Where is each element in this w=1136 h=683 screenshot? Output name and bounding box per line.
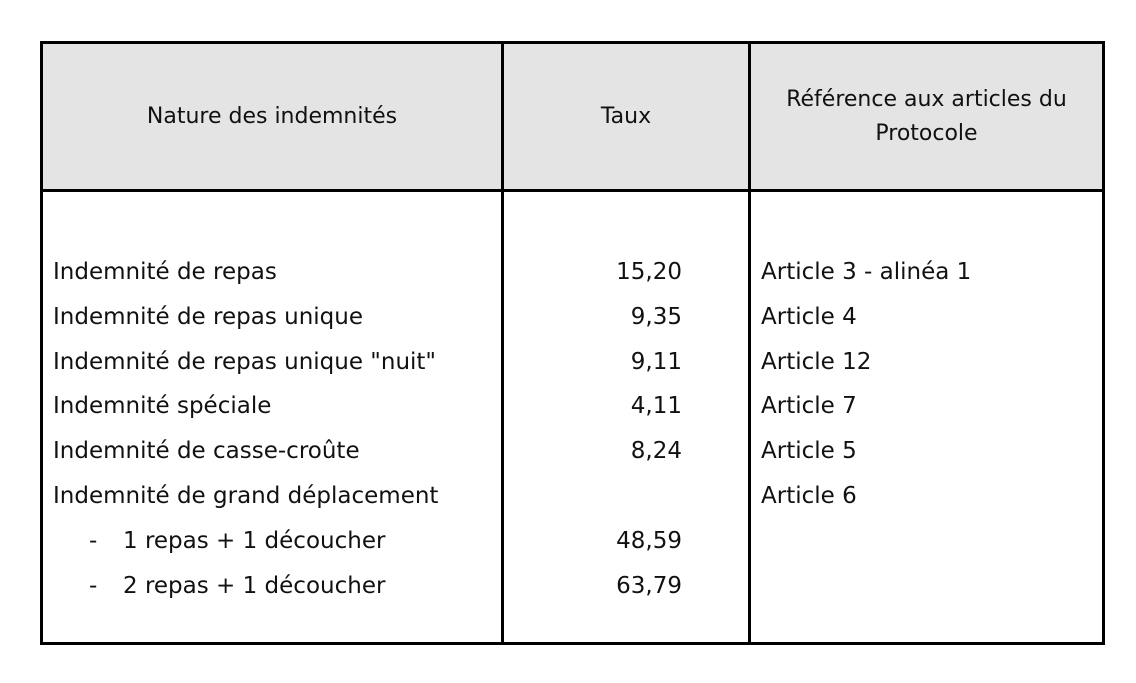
indemnities-table [40, 41, 1105, 645]
header-row [42, 43, 1104, 191]
taux-cell: 48,59 [616, 527, 682, 554]
nature-cell: Indemnité de grand déplacement [53, 482, 439, 509]
taux-column [503, 191, 750, 644]
nature-subitem [43, 519, 501, 564]
reference-cell: Article 7 [761, 393, 857, 420]
header-reference-label: Référence aux articles du Protocole [786, 86, 1067, 146]
nature-cell: Indemnité de repas unique [53, 303, 363, 330]
nature-cell: Indemnité de repas unique "nuit" [53, 348, 437, 375]
subitem-dash: - [89, 572, 98, 599]
nature-subitem-label: 1 repas + 1 découcher [123, 527, 386, 554]
nature-cell: Indemnité de repas [53, 259, 277, 285]
reference-cell: Article 4 [761, 303, 857, 330]
reference-cell: Article 3 - alinéa 1 [761, 259, 972, 285]
nature-cell: Indemnité spéciale [53, 393, 272, 420]
taux-cell: 63,79 [616, 572, 682, 599]
nature-cell: Indemnité de casse-croûte [53, 438, 360, 465]
header-nature [42, 43, 503, 191]
reference-cell: Article 5 [761, 438, 857, 465]
taux-cell [504, 474, 748, 519]
taux-cell: 9,11 [630, 348, 682, 375]
taux-cell: 9,35 [630, 303, 682, 330]
reference-cell: Article 12 [761, 348, 872, 375]
taux-cell: 8,24 [630, 438, 682, 465]
header-reference [750, 43, 1104, 191]
reference-cell: Article 6 [761, 482, 857, 509]
header-taux [503, 43, 750, 191]
taux-cell: 15,20 [616, 259, 682, 285]
body-row [42, 191, 1104, 644]
header-taux-label: Taux [600, 103, 652, 129]
header-nature-label: Nature des indemnités [146, 103, 398, 129]
taux-cell: 4,11 [630, 393, 682, 420]
nature-column [42, 191, 503, 644]
nature-subitem-label: 2 repas + 1 découcher [123, 572, 386, 599]
subitem-dash: - [89, 527, 98, 554]
reference-column [750, 191, 1104, 644]
nature-subitem [43, 564, 501, 609]
